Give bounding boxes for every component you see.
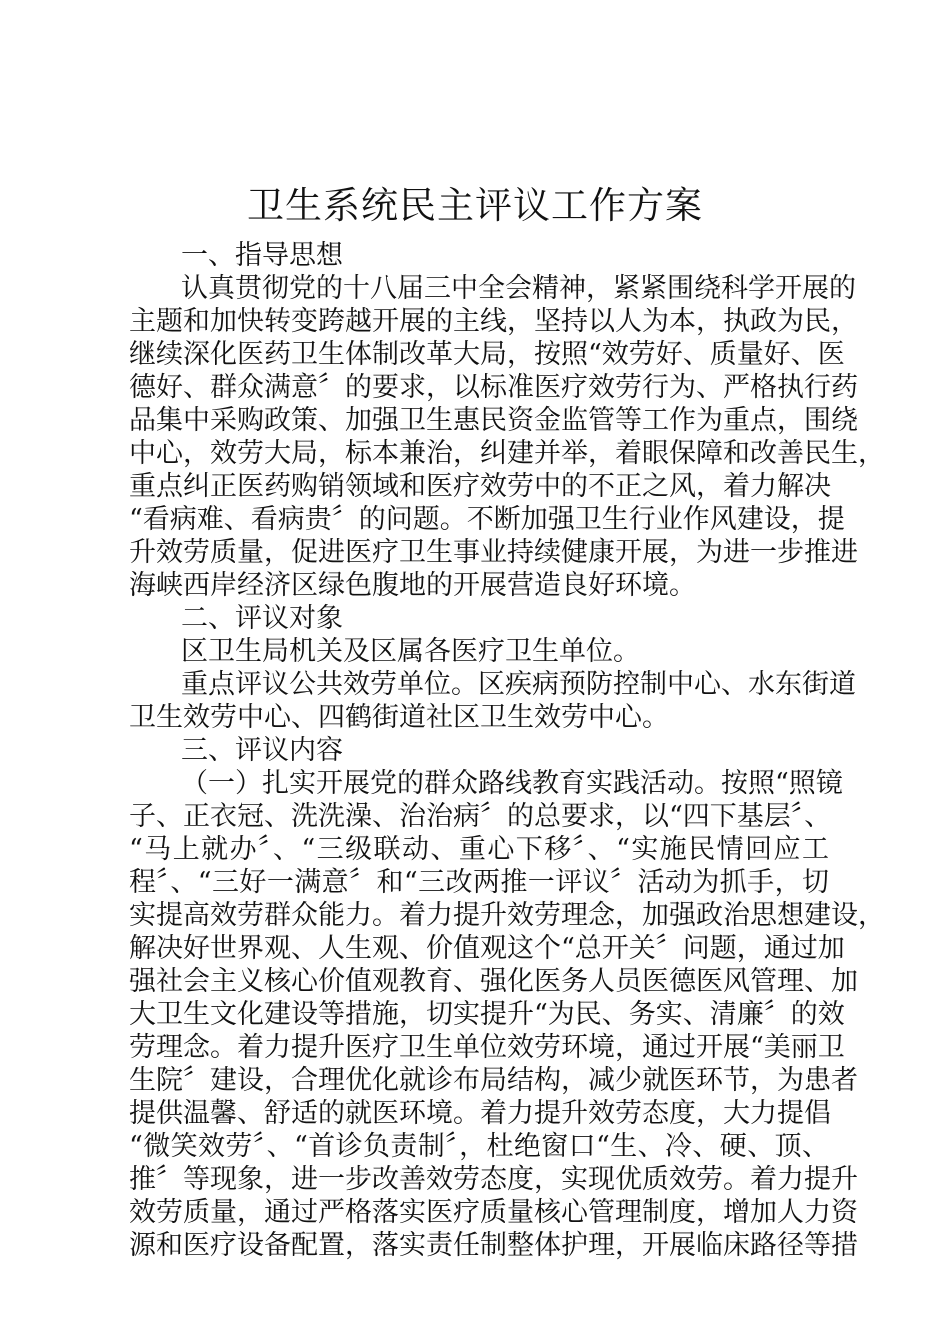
paragraph-line: 继续深化医药卫生体制改革大局，按照“效劳好、质量好、医 [129, 339, 845, 370]
paragraph-line: （一）扎实开展党的群众路线教育实践活动。按照“照镜 [181, 768, 843, 799]
paragraph-line: 源和医疗设备配置，落实责任制整体护理，开展临床路径等措 [129, 1230, 858, 1261]
section-heading-3: 三、评议内容 [181, 735, 343, 766]
paragraph-line: “微笑效劳〞、“首诊负责制〞，杜绝窗口“生、冷、硬、顶、 [129, 1131, 829, 1162]
paragraph-line: 效劳质量，通过严格落实医疗质量核心管理制度，增加人力资 [129, 1197, 858, 1228]
paragraph-line: 子、正衣冠、洗洗澡、治治病〞的总要求，以“四下基层〞、 [129, 801, 832, 832]
paragraph-line: 实提高效劳群众能力。着力提升效劳理念，加强政治思想建设， [129, 900, 885, 931]
paragraph-line: 德好、群众满意〞的要求，以标准医疗效劳行为、严格执行药 [129, 372, 858, 403]
paragraph-line: “马上就办〞、“三级联动、重心下移〞、“实施民情回应工 [129, 834, 829, 865]
paragraph-line: 程〞、“三好一满意〞和“三改两推一评议〞活动为抓手，切 [129, 867, 829, 898]
paragraph-line: 重点纠正医药购销领域和医疗效劳中的不正之风，着力解决 [129, 471, 831, 502]
paragraph-line: 升效劳质量，促进医疗卫生事业持续健康开展，为进一步推进 [129, 537, 858, 568]
paragraph-line: 认真贯彻党的十八届三中全会精神，紧紧围绕科学开展的 [181, 273, 856, 304]
section-heading-2: 二、评议对象 [181, 603, 343, 634]
paragraph-line: 强社会主义核心价值观教育、强化医务人员医德医风管理、加 [129, 966, 858, 997]
paragraph-line: 海峡西岸经济区绿色腹地的开展营造良好环境。 [129, 570, 696, 601]
paragraph-line: 生院〞建设，合理优化就诊布局结构，减少就医环节，为患者 [129, 1065, 858, 1096]
paragraph-line: 区卫生局机关及区属各医疗卫生单位。 [181, 636, 640, 667]
paragraph-line: 中心，效劳大局，标本兼治，纠建并举，着眼保障和改善民生， [129, 438, 885, 469]
paragraph-line: 劳理念。着力提升医疗卫生单位效劳环境，通过开展“美丽卫 [129, 1032, 845, 1063]
section-heading-1: 一、指导思想 [181, 240, 343, 271]
paragraph-line: “看病难、看病贵〞的问题。不断加强卫生行业作风建设，提 [129, 504, 845, 535]
paragraph-line: 主题和加快转变跨越开展的主线，坚持以人为本，执政为民， [129, 306, 858, 337]
paragraph-line: 提供温馨、舒适的就医环境。着力提升效劳态度，大力提倡 [129, 1098, 831, 1129]
paragraph-line: 卫生效劳中心、四鹤街道社区卫生效劳中心。 [129, 702, 669, 733]
paragraph-line: 品集中采购政策、加强卫生惠民资金监管等工作为重点，围绕 [129, 405, 858, 436]
document-title: 卫生系统民主评议工作方案 [247, 184, 703, 227]
paragraph-line: 大卫生文化建设等措施，切实提升“为民、务实、清廉〞的效 [129, 999, 845, 1030]
paragraph-line: 推〞等现象，进一步改善效劳态度，实现优质效劳。着力提升 [129, 1164, 858, 1195]
paragraph-line: 解决好世界观、人生观、价值观这个“总开关〞问题，通过加 [129, 933, 845, 964]
paragraph-line: 重点评议公共效劳单位。区疾病预防控制中心、水东街道 [181, 669, 856, 700]
